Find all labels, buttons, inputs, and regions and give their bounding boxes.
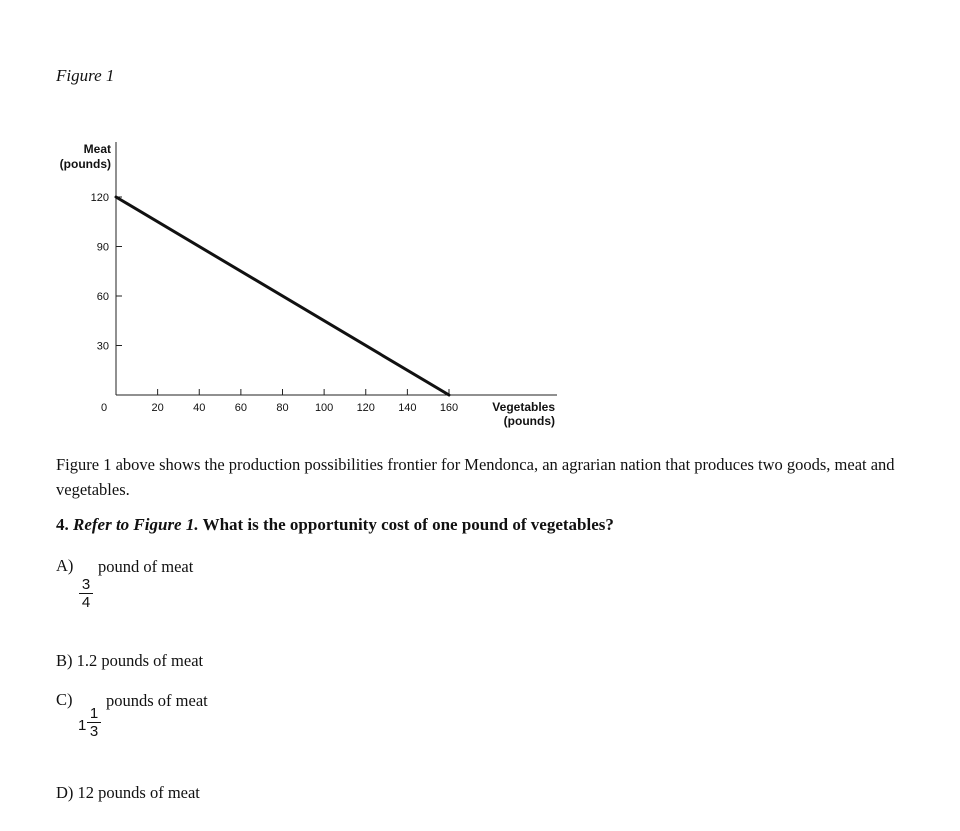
answer-c-letter: C) [56,690,73,709]
answer-c-denominator: 3 [89,723,99,740]
y-axis-title: Meat [83,142,111,156]
question-lead: Refer to Figure 1. [73,515,199,534]
answer-a-denominator: 4 [81,594,91,611]
chart-series [116,197,449,395]
x-tick-label-60: 60 [234,402,247,414]
question-text: What is the opportunity cost of one pound of vegetables? [202,515,614,534]
answer-d: D) 12 pounds of meat [56,783,200,802]
figure-title: Figure 1 [56,66,115,85]
x-tick-label-100: 100 [314,402,334,414]
answer-c-whole: 1 [78,717,87,734]
y-axis-unit: (pounds) [59,157,111,171]
y-tick-label-90: 90 [96,241,109,254]
y-tick-label-60: 60 [96,291,109,303]
x-tick-label-120: 120 [356,402,375,414]
chart-labels [60,142,556,428]
answer-a-numerator: 3 [81,576,91,593]
y-tick-label-30: 30 [96,340,109,353]
answer-c-unit: pounds of meat [106,691,208,710]
x-tick-label-20: 20 [151,402,164,414]
chart-axes [116,142,557,395]
answer-a-unit: pound of meat [98,557,194,576]
x-tick-label-40: 40 [193,402,206,414]
question-number: 4. [56,515,69,534]
origin-label: 0 [100,402,108,414]
question-4 [56,515,614,535]
figure-description: Figure 1 above shows the production possibilities frontier for Mendonca, an agrarian nation that produces two goods, meat and vegetables. [56,455,895,499]
x-tick-label-80: 80 [276,402,289,414]
answer-a-letter: A) [56,556,74,575]
ppf-line-0 [116,197,449,395]
x-tick-label-140: 140 [398,402,417,414]
y-tick-label-120: 120 [90,192,109,204]
answer-a-fraction [79,577,93,610]
answer-c-fraction [87,706,101,739]
x-tick-label-160: 160 [439,402,459,414]
answer-b: B) 1.2 pounds of meat [56,651,204,670]
x-axis-unit: (pounds) [503,414,555,428]
x-axis-title: Vegetables [492,400,555,414]
answer-c-numerator: 1 [89,705,99,722]
